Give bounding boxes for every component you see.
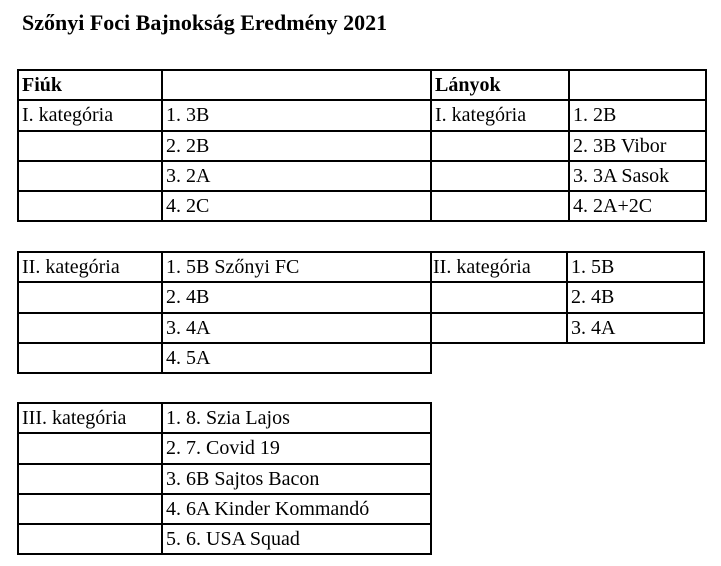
empty-cell (19, 344, 163, 374)
empty-cell (19, 525, 163, 555)
girls-category-label: II. kategória (430, 253, 568, 283)
girls-result: 2. 4B (568, 283, 705, 313)
empty-cell (19, 283, 163, 313)
girls-result: 3. 3A Sasok (570, 162, 707, 192)
girls-result: 3. 4A (568, 314, 705, 344)
boys-result: 2. 4B (163, 283, 432, 313)
page-title: Szőnyi Foci Bajnokság Eredmény 2021 (22, 10, 388, 35)
boys-result: 1. 5B Szőnyi FC (163, 253, 432, 283)
empty-cell (19, 162, 163, 192)
empty-cell (163, 71, 432, 101)
girls-header: Lányok (432, 71, 570, 101)
empty-cell (432, 162, 570, 192)
boys-header: Fiúk (19, 71, 163, 101)
boys-result: 3. 2A (163, 162, 432, 192)
table-category-2 (17, 251, 432, 374)
girls-category-label: I. kategória (432, 101, 570, 131)
girls-result: 1. 5B (568, 253, 705, 283)
empty-cell (19, 434, 163, 464)
empty-cell (432, 192, 570, 222)
category-label: III. kategória (19, 404, 163, 434)
empty-cell (430, 314, 568, 344)
result: 4. 6A Kinder Kommandó (163, 495, 432, 525)
boys-result: 4. 2C (163, 192, 432, 222)
empty-cell (19, 132, 163, 162)
table-category-2-girls (430, 251, 705, 344)
boys-result: 2. 2B (163, 132, 432, 162)
empty-cell (430, 283, 568, 313)
boys-category-label: II. kategória (19, 253, 163, 283)
result: 2. 7. Covid 19 (163, 434, 432, 464)
boys-result: 4. 5A (163, 344, 432, 374)
result: 5. 6. USA Squad (163, 525, 432, 555)
empty-cell (19, 192, 163, 222)
empty-cell (19, 314, 163, 344)
empty-cell (570, 71, 707, 101)
empty-cell (432, 132, 570, 162)
boys-result: 1. 3B (163, 101, 432, 131)
empty-cell (19, 465, 163, 495)
girls-result: 2. 3B Vibor (570, 132, 707, 162)
table-category-1 (17, 69, 707, 222)
table-category-3 (17, 402, 432, 555)
empty-cell (19, 495, 163, 525)
boys-result: 3. 4A (163, 314, 432, 344)
boys-category-label: I. kategória (19, 101, 163, 131)
girls-result: 4. 2A+2C (570, 192, 707, 222)
girls-result: 1. 2B (570, 101, 707, 131)
result: 3. 6B Sajtos Bacon (163, 465, 432, 495)
result: 1. 8. Szia Lajos (163, 404, 432, 434)
